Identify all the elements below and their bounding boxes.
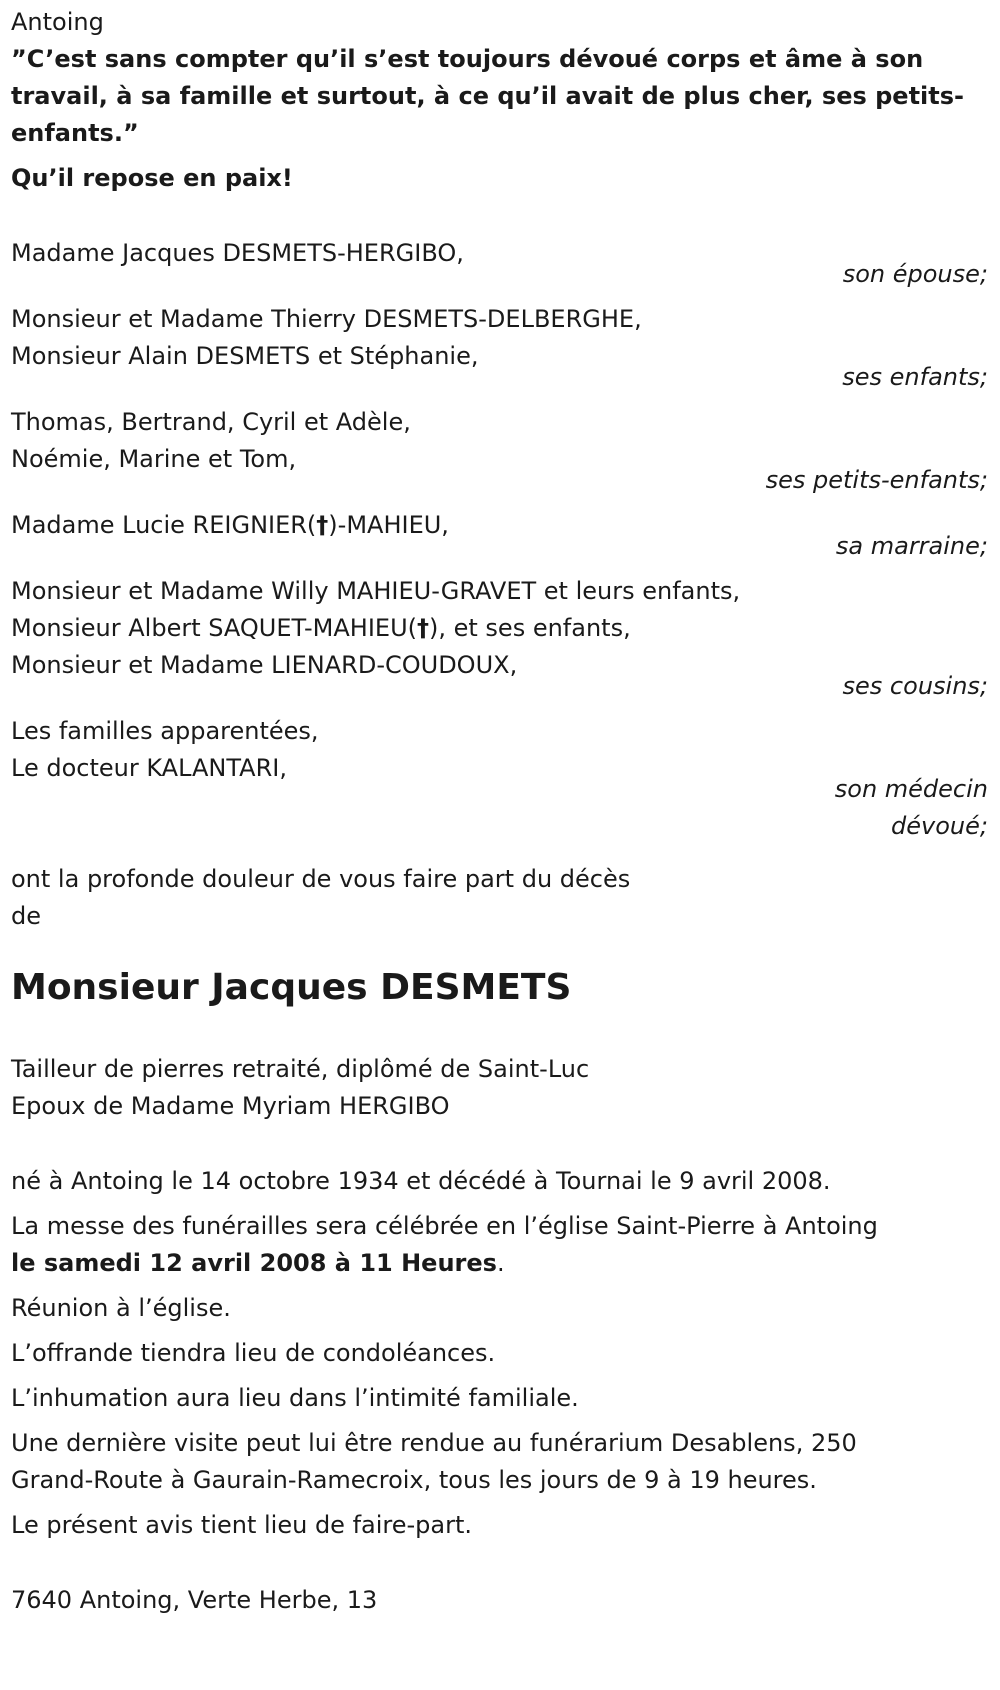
cross-icon: †: [316, 511, 329, 539]
birth-death: né à Antoing le 14 octobre 1934 et décédé à Tournai le 9 avril 2008.: [11, 1167, 831, 1195]
announcement: ont la profonde douleur de vous faire part du décès: [11, 865, 631, 893]
address: 7640 Antoing, Verte Herbe, 13: [11, 1586, 378, 1614]
godmother-name-start: Madame Lucie REIGNIER(: [11, 511, 317, 539]
doctor-role: dévoué;: [891, 812, 988, 840]
deceased-spouse: Epoux de Madame Myriam HERGIBO: [11, 1092, 450, 1120]
mass-date-end: .: [496, 1249, 505, 1277]
doctor-role-block: [11, 775, 991, 861]
cousin-name: Monsieur et Madame LIENARD-COUDOUX,: [11, 651, 518, 679]
offering-info: L’offrande tiendra lieu de condoléances.: [11, 1339, 496, 1367]
relatives: Les familles apparentées,: [11, 717, 319, 745]
doctor-name: Le docteur KALANTARI,: [11, 754, 287, 782]
spouse-name: Madame Jacques DESMETS-HERGIBO,: [11, 239, 464, 267]
child-name: Monsieur et Madame Thierry DESMETS-DELBERGHE,: [11, 305, 642, 333]
obituary-notice: [11, 4, 991, 1619]
place-name: Antoing: [11, 8, 104, 36]
meeting-info: Réunion à l’église.: [11, 1294, 231, 1322]
cousin-name: Monsieur et Madame Willy MAHIEU-GRAVET et leurs enfants,: [11, 577, 741, 605]
grandchildren-names: Noémie, Marine et Tom,: [11, 445, 297, 473]
cousin-name-end: ), et ses enfants,: [429, 614, 631, 642]
doctor-role: son médecin: [834, 775, 988, 803]
announcement: de: [11, 902, 41, 930]
cousin-name-start: Monsieur Albert SAQUET-MAHIEU(: [11, 614, 417, 642]
child-name: Monsieur Alain DESMETS et Stéphanie,: [11, 342, 479, 370]
visit-info: Une dernière visite peut lui être rendue au funérarium Desablens, 250: [11, 1429, 857, 1457]
grandchildren-names: Thomas, Bertrand, Cyril et Adèle,: [11, 408, 411, 436]
mass-info: La messe des funérailles sera célébrée en l’église Saint-Pierre à Antoing: [11, 1212, 878, 1240]
quote-line: travail, à sa famille et surtout, à ce qu’il avait de plus cher, ses petits-: [11, 82, 965, 110]
cross-icon: †: [417, 614, 429, 642]
quote-line: enfants.”: [11, 119, 139, 147]
deceased-name: Monsieur Jacques DESMETS: [11, 967, 572, 1008]
cousin-name: [11, 610, 991, 647]
cousins-role: ses cousins;: [842, 672, 988, 700]
deceased-profession: Tailleur de pierres retraité, diplômé de Saint-Luc: [11, 1055, 590, 1083]
quote: [11, 41, 981, 152]
visit-info: Grand-Route à Gaurain-Ramecroix, tous les jours de 9 à 19 heures.: [11, 1466, 817, 1494]
children-role: ses enfants;: [842, 363, 988, 391]
quote-line: ”C’est sans compter qu’il s’est toujours dévoué corps et âme à son: [11, 45, 924, 73]
rest-in-peace: Qu’il repose en paix!: [11, 164, 293, 192]
notice-info: Le présent avis tient lieu de faire-part.: [11, 1511, 473, 1539]
godmother-name-end: )-MAHIEU,: [328, 511, 449, 539]
grandchildren-role: ses petits-enfants;: [765, 466, 988, 494]
burial-info: L’inhumation aura lieu dans l’intimité familiale.: [11, 1384, 579, 1412]
mass-date: le samedi 12 avril 2008 à 11 Heures: [11, 1249, 497, 1277]
spouse-role: son épouse;: [842, 260, 988, 288]
mass-date-line: [11, 1245, 991, 1282]
godmother-role: sa marraine;: [835, 532, 988, 560]
